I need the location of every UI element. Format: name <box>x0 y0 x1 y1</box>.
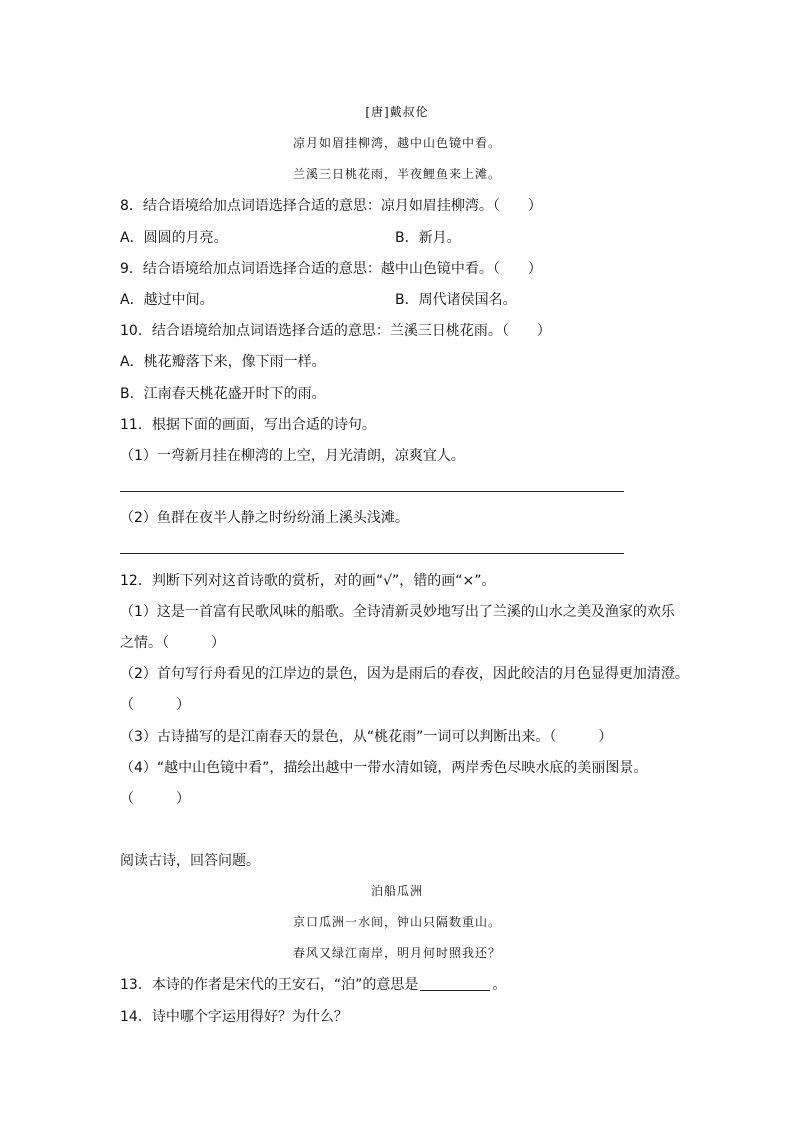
q11-answer-line-2[interactable] <box>120 553 624 554</box>
q8-stem: 8．结合语境给加点词语选择合适的意思：凉月如眉挂柳湾。（ ） <box>120 198 542 214</box>
q13-answer-blank[interactable] <box>420 976 490 991</box>
q10-option-b: B．江南春天桃花盛开时下的雨。 <box>120 386 326 402</box>
q12-statement-4a: （4）“越中山色镜中看”，描绘出越中一带水清如镜，两岸秀色尽映水底的美丽图景。 <box>120 760 648 776</box>
poem2-title: 泊船瓜洲 <box>370 884 423 898</box>
q13-stem <box>120 975 506 995</box>
q8-option-b: B．新月。 <box>395 230 461 246</box>
q10-option-a: A．桃花瓣落下来，像下雨一样。 <box>120 354 326 370</box>
q12-statement-1b: 之情。（ ） <box>120 635 225 651</box>
q9-stem: 9．结合语境给加点词语选择合适的意思：越中山色镜中看。（ ） <box>120 261 542 277</box>
poem2-line-1: 京口瓜洲一水间，钟山只隔数重山。 <box>292 915 501 929</box>
poem1-line-2: 兰溪三日桃花雨，半夜鲤鱼来上滩。 <box>292 167 501 181</box>
poem1-author: [唐]戴叔伦 <box>365 105 429 119</box>
q11-sub-1: （1）一弯新月挂在柳湾的上空，月光清朗，凉爽宜人。 <box>120 448 465 464</box>
q12-stem: 12．判断下列对这首诗歌的赏析，对的画“√”，错的画“×”。 <box>120 573 496 589</box>
q11-sub-2: （2）鱼群在夜半人静之时纷纷涌上溪头浅滩。 <box>120 510 409 526</box>
q12-statement-4b: （ ） <box>120 791 190 807</box>
reading-intro: 阅读古诗，回答问题。 <box>120 853 260 869</box>
poem2-line-2: 春风又绿江南岸，明月何时照我还？ <box>292 946 501 960</box>
q13-stem-end: 。 <box>492 977 507 993</box>
q12-statement-3: （3）古诗描写的是江南春天的景色，从“桃花雨”一词可以判断出来。（ ） <box>120 729 613 745</box>
q9-option-b: B．周代诸侯国名。 <box>395 292 517 308</box>
q14-stem: 14．诗中哪个字运用得好？为什么？ <box>120 1009 348 1025</box>
q11-answer-line-1[interactable] <box>120 491 624 492</box>
q9-option-a: A．越过中间。 <box>120 292 214 308</box>
q8-option-a: A．圆圆的月亮。 <box>120 230 228 246</box>
q13-stem-text: 13．本诗的作者是宋代的王安石，“泊”的意思是 <box>120 977 419 993</box>
poem1-line-1: 凉月如眉挂柳湾，越中山色镜中看。 <box>292 136 501 150</box>
q10-stem: 10．结合语境给加点词语选择合适的意思：兰溪三日桃花雨。（ ） <box>120 323 551 339</box>
q12-statement-2b: （ ） <box>120 697 190 713</box>
q12-statement-2a: （2）首句写行舟看见的江岸边的景色，因为是雨后的春夜，因此皎洁的月色显得更加清澄。 <box>120 666 689 682</box>
q12-statement-1a: （1）这是一首富有民歌风味的船歌。全诗清新灵妙地写出了兰溪的山水之美及渔家的欢乐 <box>120 604 675 620</box>
q11-stem: 11．根据下面的画面，写出合适的诗句。 <box>120 417 376 433</box>
